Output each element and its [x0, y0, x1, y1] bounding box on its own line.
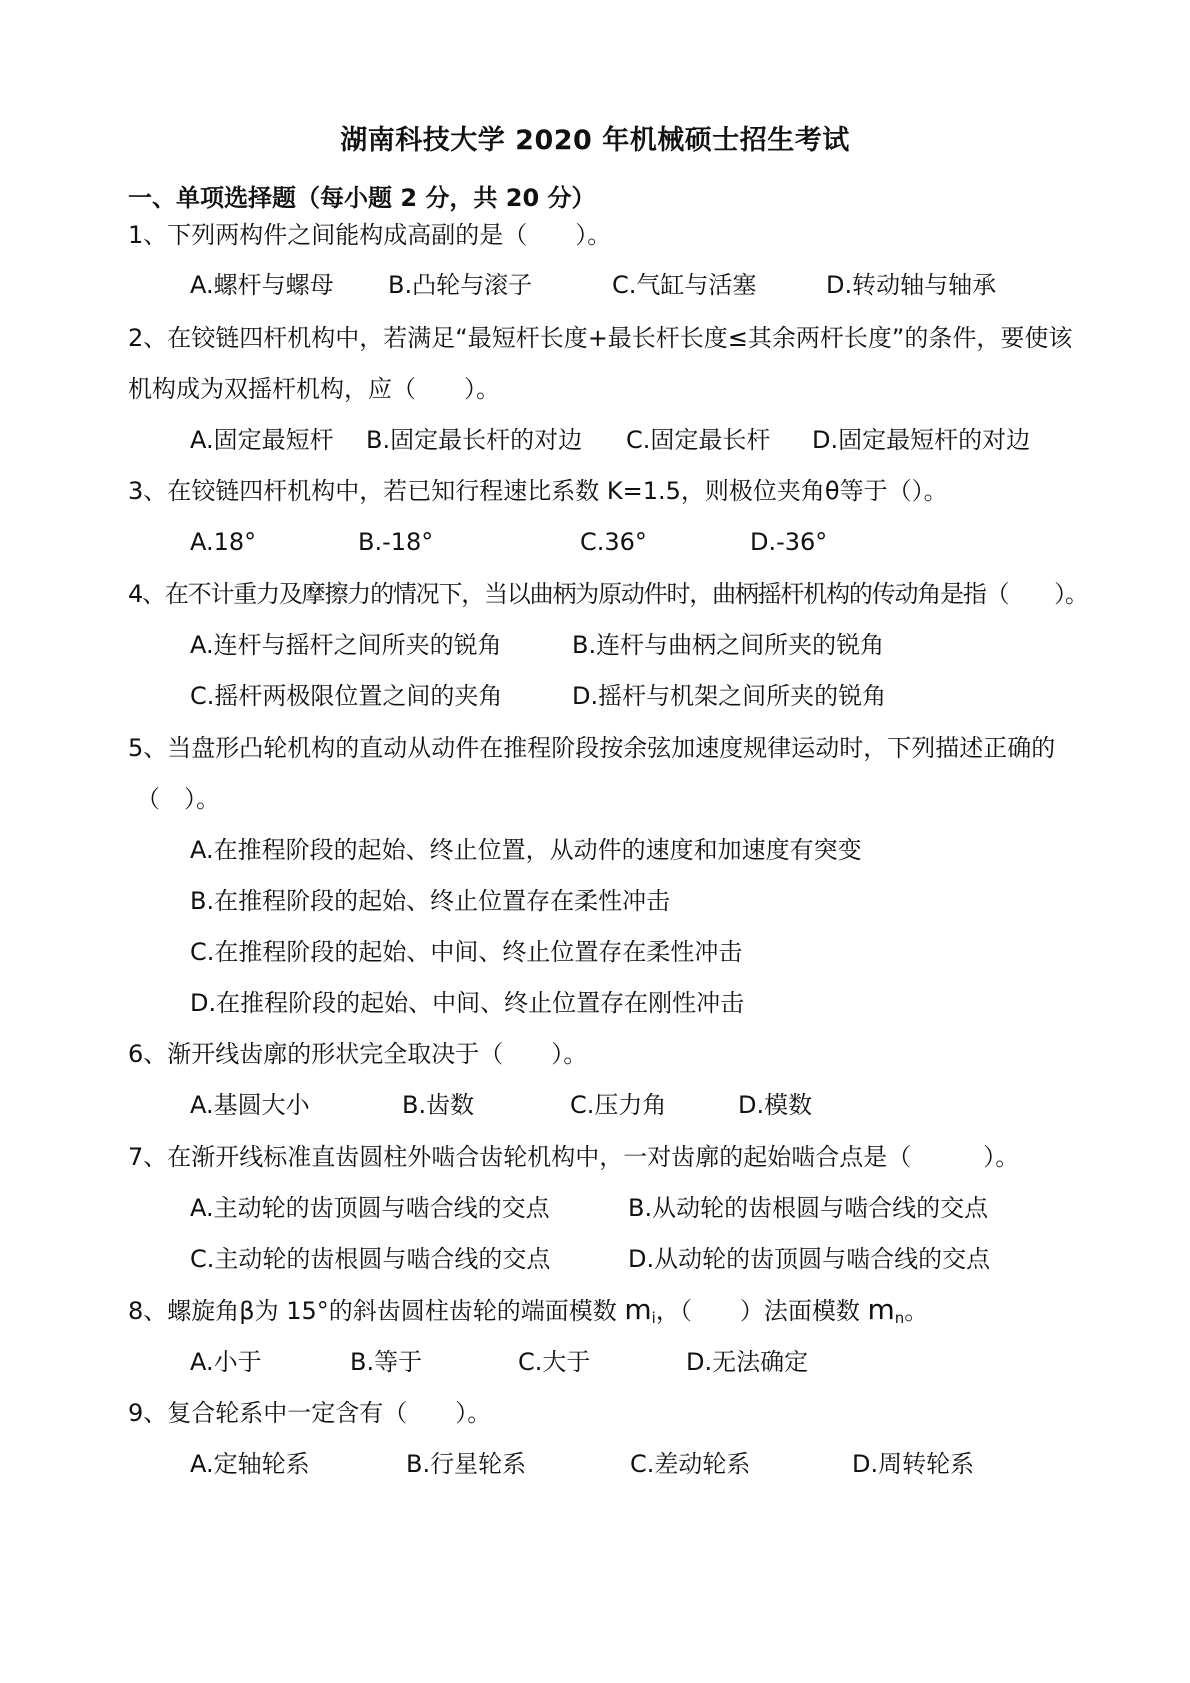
question-7: 7、在渐开线标准直齿圆柱外啮合齿轮机构中，一对齿廓的起始啮合点是（ ）。: [128, 1143, 1020, 1171]
q6-option-b: B.齿数: [402, 1091, 475, 1119]
q8-option-b: B.等于: [350, 1348, 423, 1376]
q3-option-c: C.36°: [580, 528, 647, 556]
q4-option-d: D.摇杆与机架之间所夹的锐角: [572, 682, 887, 710]
q6-option-d: D.模数: [738, 1091, 813, 1119]
q4-option-c: C.摇杆两极限位置之间的夹角: [190, 682, 503, 710]
q9-option-b: B.行星轮系: [406, 1450, 527, 1478]
q7-option-d: D.从动轮的齿顶圆与啮合线的交点: [628, 1245, 991, 1273]
q5-option-d: D.在推程阶段的起始、中间、终止位置存在刚性冲击: [190, 989, 745, 1017]
question-9: 9、复合轮系中一定含有（ ）。: [128, 1399, 492, 1427]
question-3: 3、在铰链四杆机构中，若已知行程速比系数 K=1.5，则极位夹角θ等于（）。: [128, 477, 948, 505]
q8-text-c: 。: [904, 1297, 929, 1325]
q8-option-a: A.小于: [190, 1348, 262, 1376]
q1-option-b: B.凸轮与滚子: [388, 271, 533, 299]
question-5-line-2: （ ）。: [136, 785, 220, 813]
question-2-line-1: 2、在铰链四杆机构中，若满足“最短杆长度+最长杆长度≤其余两杆长度”的条件，要使该: [128, 324, 1073, 352]
question-1: 1、下列两构件之间能构成高副的是（ ）。: [128, 221, 612, 249]
q9-option-d: D.周转轮系: [852, 1450, 975, 1478]
q4-option-a: A.连杆与摇杆之间所夹的锐角: [190, 631, 502, 659]
q8-m-normal-sub: n: [894, 1309, 905, 1327]
q5-option-a: A.在推程阶段的起始、终止位置，从动件的速度和加速度有突变: [190, 836, 862, 864]
q8-m-normal: m: [867, 1293, 895, 1326]
q7-option-b: B.从动轮的齿根圆与啮合线的交点: [628, 1194, 989, 1222]
q1-option-a: A.螺杆与螺母: [190, 271, 334, 299]
q6-option-a: A.基圆大小: [190, 1091, 310, 1119]
q2-option-a: A.固定最短杆: [190, 426, 334, 454]
q3-option-a: A.18°: [190, 528, 257, 556]
q9-option-c: C.差动轮系: [630, 1450, 751, 1478]
page-title: 湖南科技大学 2020 年机械硕士招生考试: [340, 125, 850, 156]
q8-text-b: ，（ ）法面模数: [655, 1297, 868, 1325]
question-2-line-2: 机构成为双摇杆机构，应（ ）。: [128, 375, 500, 403]
q2-option-d: D.固定最短杆的对边: [812, 426, 1031, 454]
q9-option-a: A.定轴轮系: [190, 1450, 310, 1478]
q8-m-transverse-sub: i: [651, 1309, 656, 1327]
q5-option-c: C.在推程阶段的起始、中间、终止位置存在柔性冲击: [190, 938, 743, 966]
q3-option-d: D.-36°: [750, 528, 828, 556]
q1-option-c: C.气缸与活塞: [612, 271, 757, 299]
q3-option-b: B.-18°: [358, 528, 434, 556]
question-6: 6、渐开线齿廓的形状完全取决于（ ）。: [128, 1040, 588, 1068]
q8-text-a: 8、螺旋角β为 15°的斜齿圆柱齿轮的端面模数: [128, 1297, 625, 1325]
section-heading: 一、单项选择题（每小题 2 分，共 20 分）: [128, 184, 596, 212]
question-4: 4、在不计重力及摩擦力的情况下，当以曲柄为原动件时，曲柄摇杆机构的传动角是指（ ）。: [128, 580, 1088, 608]
q7-option-a: A.主动轮的齿顶圆与啮合线的交点: [190, 1194, 550, 1222]
q8-option-c: C.大于: [518, 1348, 591, 1376]
q7-option-c: C.主动轮的齿根圆与啮合线的交点: [190, 1245, 551, 1273]
q8-option-d: D.无法确定: [686, 1348, 809, 1376]
q2-option-b: B.固定最长杆的对边: [366, 426, 583, 454]
q1-option-d: D.转动轴与轴承: [826, 271, 997, 299]
question-8: [128, 1295, 928, 1333]
q2-option-c: C.固定最长杆: [626, 426, 771, 454]
q8-m-transverse: m: [624, 1293, 652, 1326]
q4-option-b: B.连杆与曲柄之间所夹的锐角: [572, 631, 885, 659]
q5-option-b: B.在推程阶段的起始、终止位置存在柔性冲击: [190, 887, 671, 915]
q6-option-c: C.压力角: [570, 1091, 667, 1119]
question-5-line-1: 5、当盘形凸轮机构的直动从动件在推程阶段按余弦加速度规律运动时，下列描述正确的: [128, 734, 1056, 762]
